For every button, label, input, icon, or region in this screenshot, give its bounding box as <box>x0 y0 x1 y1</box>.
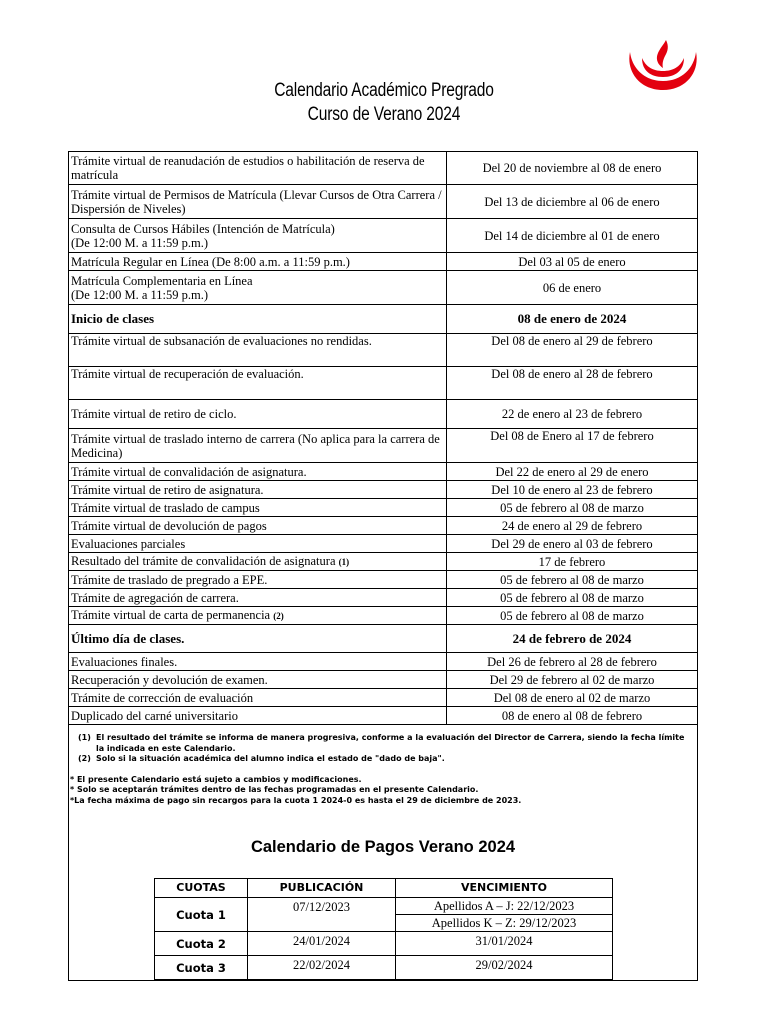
date-cell: Del 29 de enero al 03 de febrero <box>447 535 698 553</box>
footnote-text: El resultado del trámite se informa de manera progresiva, conforme a la evaluación del Director de Carrera, siendo la fecha límite la indicada en este Calendario. <box>96 733 685 753</box>
table-row <box>69 334 698 367</box>
activity-cell: Trámite virtual de subsanación de evaluaciones no rendidas. <box>69 334 447 367</box>
activity-cell: Trámite virtual de recuperación de evaluación. <box>69 367 447 400</box>
table-row <box>69 400 698 429</box>
date-cell: 08 de enero al 08 de febrero <box>447 707 698 725</box>
activity-cell: Trámite virtual de retiro de asignatura. <box>69 481 447 499</box>
table-row <box>69 607 698 625</box>
activity-cell: Inicio de clases <box>69 305 447 334</box>
footnote-text: Solo si la situación académica del alumno indica el estado de "dado de baja". <box>96 754 445 763</box>
table-header-row <box>155 879 613 898</box>
cuota-cell: Cuota 2 <box>155 932 248 956</box>
date-cell: Del 13 de diciembre al 06 de enero <box>447 185 698 219</box>
date-cell: Del 03 al 05 de enero <box>447 253 698 271</box>
column-header: VENCIMIENTO <box>396 879 613 898</box>
footnote-2 <box>70 754 695 765</box>
payments-table <box>154 878 613 980</box>
footnote-mark: (2) <box>273 611 284 621</box>
table-row <box>69 429 698 463</box>
table-row <box>69 589 698 607</box>
table-row <box>69 689 698 707</box>
column-header: CUOTAS <box>155 879 248 898</box>
publication-cell: 22/02/2024 <box>248 956 396 980</box>
date-cell: Del 29 de febrero al 02 de marzo <box>447 671 698 689</box>
activity-cell: Trámite de traslado de pregrado a EPE. <box>69 571 447 589</box>
table-row <box>69 463 698 481</box>
date-cell: 05 de febrero al 08 de marzo <box>447 607 698 625</box>
date-cell: Del 08 de Enero al 17 de febrero <box>447 429 698 463</box>
table-row <box>69 481 698 499</box>
table-row <box>155 898 613 915</box>
date-cell: 05 de febrero al 08 de marzo <box>447 589 698 607</box>
academic-calendar-table <box>68 151 698 725</box>
table-row <box>69 253 698 271</box>
activity-cell: Trámite virtual de retiro de ciclo. <box>69 400 447 429</box>
table-row <box>69 499 698 517</box>
page-title: Calendario Académico Pregrado <box>274 80 494 101</box>
date-cell: Del 26 de febrero al 28 de febrero <box>447 653 698 671</box>
table-row <box>69 185 698 219</box>
footnote-number: (1) <box>78 733 91 742</box>
table-row <box>69 367 698 400</box>
disclaimer-line: * El presente Calendario está sujeto a cambios y modificaciones. <box>70 774 362 784</box>
date-cell: Del 10 de enero al 23 de febrero <box>447 481 698 499</box>
activity-hours: (De 12:00 M. a 11:59 p.m.) <box>71 235 209 250</box>
activity-text: Trámite virtual de carta de permanencia <box>71 608 271 622</box>
table-row <box>69 219 698 253</box>
date-cell: Del 22 de enero al 29 de enero <box>447 463 698 481</box>
date-cell: 05 de febrero al 08 de marzo <box>447 499 698 517</box>
date-cell: Del 08 de enero al 28 de febrero <box>447 367 698 400</box>
activity-cell: Recuperación y devolución de examen. <box>69 671 447 689</box>
table-row <box>69 625 698 653</box>
table-row <box>69 535 698 553</box>
table-row <box>69 553 698 571</box>
activity-cell: Matrícula Regular en Línea (De 8:00 a.m. a 11:59 p.m.) <box>69 253 447 271</box>
activity-cell: Evaluaciones finales. <box>69 653 447 671</box>
payments-title: Calendario de Pagos Verano 2024 <box>250 838 516 856</box>
table-row <box>155 956 613 980</box>
date-cell: 22 de enero al 23 de febrero <box>447 400 698 429</box>
due-date-cell: 29/02/2024 <box>396 956 613 980</box>
table-row <box>69 305 698 334</box>
activity-cell <box>69 271 447 305</box>
activity-cell: Trámite de agregación de carrera. <box>69 589 447 607</box>
activity-cell: Trámite virtual de convalidación de asignatura. <box>69 463 447 481</box>
activity-cell: Trámite virtual de traslado interno de carrera (No aplica para la carrera de Medicina) <box>69 429 447 463</box>
column-header: PUBLICACIÓN <box>248 879 396 898</box>
activity-hours: (De 12:00 M. a 11:59 p.m.) <box>71 287 209 302</box>
date-cell: 08 de enero de 2024 <box>447 305 698 334</box>
footnote-mark: (1) <box>338 557 350 567</box>
publication-cell: 07/12/2023 <box>248 898 396 932</box>
activity-cell: Evaluaciones parciales <box>69 535 447 553</box>
date-cell: Del 20 de noviembre al 08 de enero <box>447 152 698 185</box>
footnote-1 <box>70 733 695 754</box>
due-date-cell: Apellidos A – J: 22/12/2023 <box>396 898 613 915</box>
activity-cell <box>69 219 447 253</box>
date-cell: 24 de febrero de 2024 <box>447 625 698 653</box>
date-cell: Del 08 de enero al 29 de febrero <box>447 334 698 367</box>
activity-cell: Trámite de corrección de evaluación <box>69 689 447 707</box>
activity-text: Matrícula Complementaria en Línea <box>71 273 253 288</box>
activity-cell <box>69 553 447 571</box>
cuota-cell: Cuota 3 <box>155 956 248 980</box>
table-row <box>69 671 698 689</box>
activity-cell <box>69 607 447 625</box>
publication-cell: 24/01/2024 <box>248 932 396 956</box>
disclaimer-line: * Solo se aceptarán trámites dentro de las fechas programadas en el presente Calendario. <box>70 785 479 794</box>
table-row <box>69 571 698 589</box>
activity-cell: Trámite virtual de devolución de pagos <box>69 517 447 535</box>
activity-cell: Trámite virtual de traslado de campus <box>69 499 447 517</box>
footnote-number: (2) <box>78 754 91 763</box>
date-cell: Del 14 de diciembre al 01 de enero <box>447 219 698 253</box>
activity-cell: Último día de clases. <box>69 625 447 653</box>
activity-text: Consulta de Cursos Hábiles (Intención de Matrícula) <box>71 221 335 236</box>
due-date-cell: 31/01/2024 <box>396 932 613 956</box>
table-row <box>69 707 698 725</box>
activity-cell: Duplicado del carné universitario <box>69 707 447 725</box>
table-row <box>69 653 698 671</box>
activity-cell: Trámite virtual de Permisos de Matrícula (Llevar Cursos de Otra Carrera / Dispersión de Niveles) <box>69 185 447 219</box>
table-row <box>69 152 698 185</box>
table-row <box>69 271 698 305</box>
table-row <box>155 932 613 956</box>
table-row <box>69 517 698 535</box>
due-date-cell: Apellidos K – Z: 29/12/2023 <box>396 915 613 932</box>
date-cell: 05 de febrero al 08 de marzo <box>447 571 698 589</box>
activity-cell: Trámite virtual de reanudación de estudios o habilitación de reserva de matrícula <box>69 152 447 185</box>
footnotes <box>70 733 695 806</box>
activity-text: Resultado del trámite de convalidación de asignatura <box>71 554 336 568</box>
date-cell: 17 de febrero <box>447 553 698 571</box>
date-cell: 24 de enero al 29 de febrero <box>447 517 698 535</box>
date-cell: 06 de enero <box>447 271 698 305</box>
cuota-cell: Cuota 1 <box>155 898 248 932</box>
date-cell: Del 08 de enero al 02 de marzo <box>447 689 698 707</box>
disclaimer-line: *La fecha máxima de pago sin recargos para la cuota 1 2024-0 es hasta el 29 de diciembre de 2023. <box>70 795 522 805</box>
page-subtitle: Curso de Verano 2024 <box>307 104 461 125</box>
